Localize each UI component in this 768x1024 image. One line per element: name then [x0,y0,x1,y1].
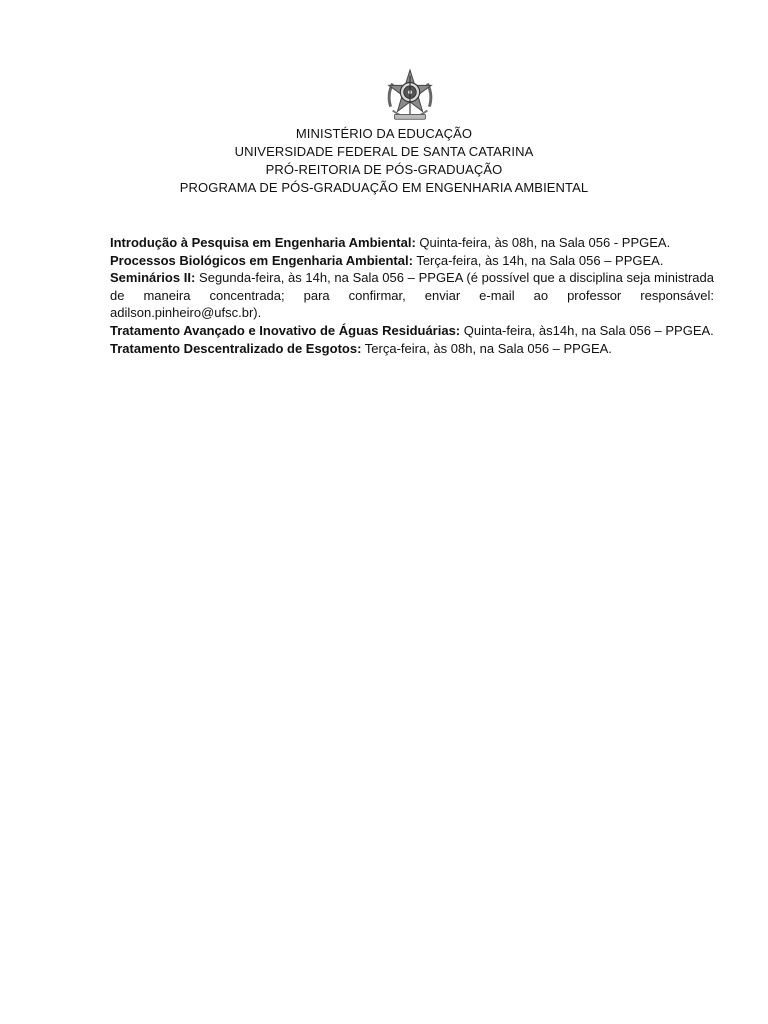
course-title: Introdução à Pesquisa em Engenharia Ambiental: [110,235,416,250]
course-details: Segunda-feira, às 14h, na Sala 056 – PPGEA (é possível que a disciplina seja ministrada de maneira concentrada; para confirmar, enviar e-mail ao professor responsável: adilson.pinheiro@ufsc.br). [110,270,714,321]
course-entry [110,322,714,340]
course-title: Tratamento Descentralizado de Esgotos: [110,340,362,356]
document-header [0,125,768,197]
header-pro-rectorate: PRÓ-REITORIA DE PÓS-GRADUAÇÃO [265,162,503,177]
header-ministry: MINISTÉRIO DA EDUCAÇÃO [295,126,473,141]
course-details: Terça-feira, às 14h, na Sala 056 – PPGEA. [412,252,664,268]
course-entry [110,269,714,322]
course-entry [110,234,714,252]
header-university: UNIVERSIDADE FEDERAL DE SANTA CATARINA [234,144,534,159]
brazil-coat-of-arms-icon [381,68,439,126]
course-entry [110,340,714,358]
course-title: Tratamento Avançado e Inovativo de Águas Residuárias: [110,322,461,338]
course-entry [110,252,714,270]
course-details: Quinta-feira, às14h, na Sala 056 – PPGEA. [460,322,714,338]
course-title: Seminários II: [110,270,196,286]
course-title: Processos Biológicos em Engenharia Ambiental: [110,252,413,268]
course-details: Quinta-feira, às 08h, na Sala 056 - PPGEA. [415,235,671,250]
course-details: Terça-feira, às 08h, na Sala 056 – PPGEA. [361,340,612,356]
course-schedule [110,234,714,357]
header-program: PROGRAMA DE PÓS-GRADUAÇÃO EM ENGENHARIA AMBIENTAL [179,180,589,195]
